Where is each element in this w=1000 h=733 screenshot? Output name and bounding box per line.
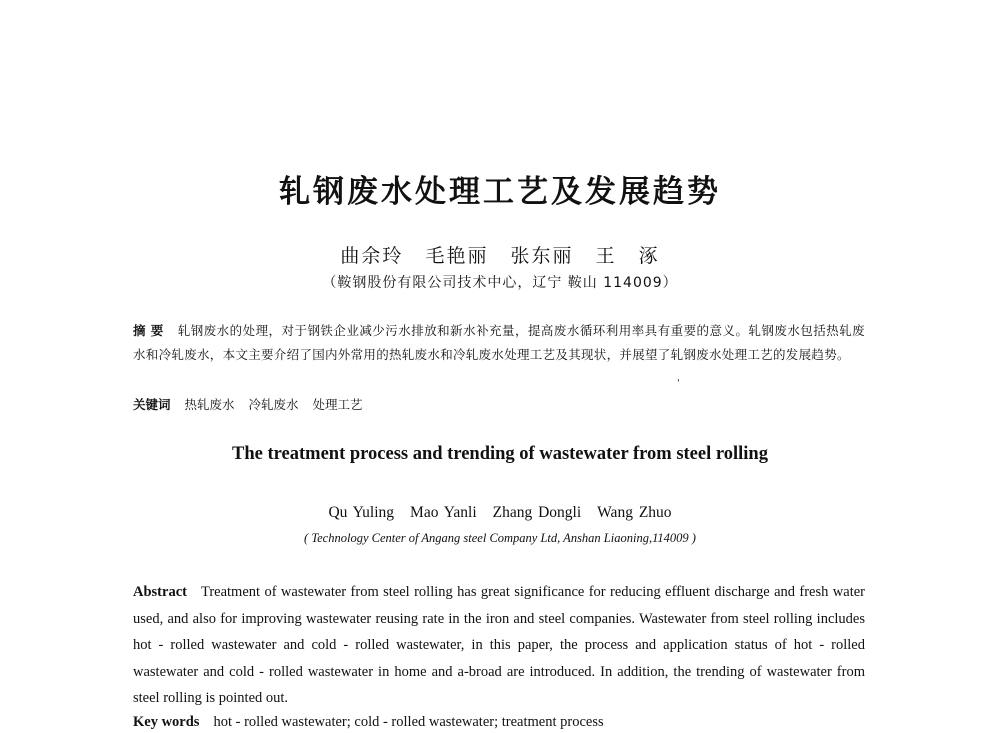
english-author: Wang Zhuo: [597, 504, 672, 521]
chinese-keyword: 冷轧废水: [248, 397, 299, 412]
english-abstract-text: Treatment of wastewater from steel rolling has great significance for reducing effluent discharge and fresh water used, and also for improving wastewater reusing rate in the iron and steel companies. Wastewater from steel rolling includes hot - rolled wastewater and cold - rolled wastewater, in this paper, the process and application status of hot - rolled wastewater and cold - rolled wastewater in home and a-broad are introduced. In addition, the trending of wastewater from steel rolling is pointed out.: [133, 584, 865, 706]
english-title: The treatment process and trending of wastewater from steel rolling: [232, 444, 768, 464]
english-author: Qu Yuling: [328, 504, 395, 521]
english-author: Mao Yanli: [410, 504, 477, 521]
chinese-abstract: [133, 319, 865, 367]
chinese-abstract-label: 摘 要: [133, 323, 164, 338]
chinese-authors: 曲余玲 毛艳丽 张东丽 王 涿: [340, 245, 660, 267]
english-keywords-text: hot - rolled wastewater; cold - rolled wastewater; treatment process: [213, 714, 604, 730]
chinese-keyword: 热轧废水: [184, 397, 235, 412]
stray-mark: ': [677, 378, 680, 389]
english-keywords-label: Key words: [133, 714, 200, 730]
english-affiliation: ( Technology Center of Angang steel Company Ltd, Anshan Liaoning,114009 ): [304, 531, 696, 545]
chinese-keywords: [133, 393, 865, 417]
chinese-title: 轧钢废水处理工艺及发展趋势: [279, 174, 721, 210]
english-authors: [0, 504, 1000, 522]
chinese-abstract-text: 轧钢废水的处理，对于钢铁企业减少污水排放和新水补充量，提高废水循环利用率具有重要的意义。轧钢废水包括热轧废水和冷轧废水，本文主要介绍了国内外常用的热轧废水和冷轧废水处理工艺及其现状，并展望了轧钢废水处理工艺的发展趋势。: [133, 323, 865, 362]
english-abstract-label: Abstract: [133, 584, 187, 600]
english-abstract: [133, 579, 865, 712]
english-keywords: [133, 711, 865, 733]
english-author: Zhang Dongli: [492, 504, 582, 521]
chinese-keyword: 处理工艺: [312, 397, 363, 412]
chinese-keywords-label: 关键词: [133, 397, 171, 412]
chinese-affiliation: （鞍钢股份有限公司技术中心，辽宁 鞍山 114009）: [322, 275, 678, 291]
